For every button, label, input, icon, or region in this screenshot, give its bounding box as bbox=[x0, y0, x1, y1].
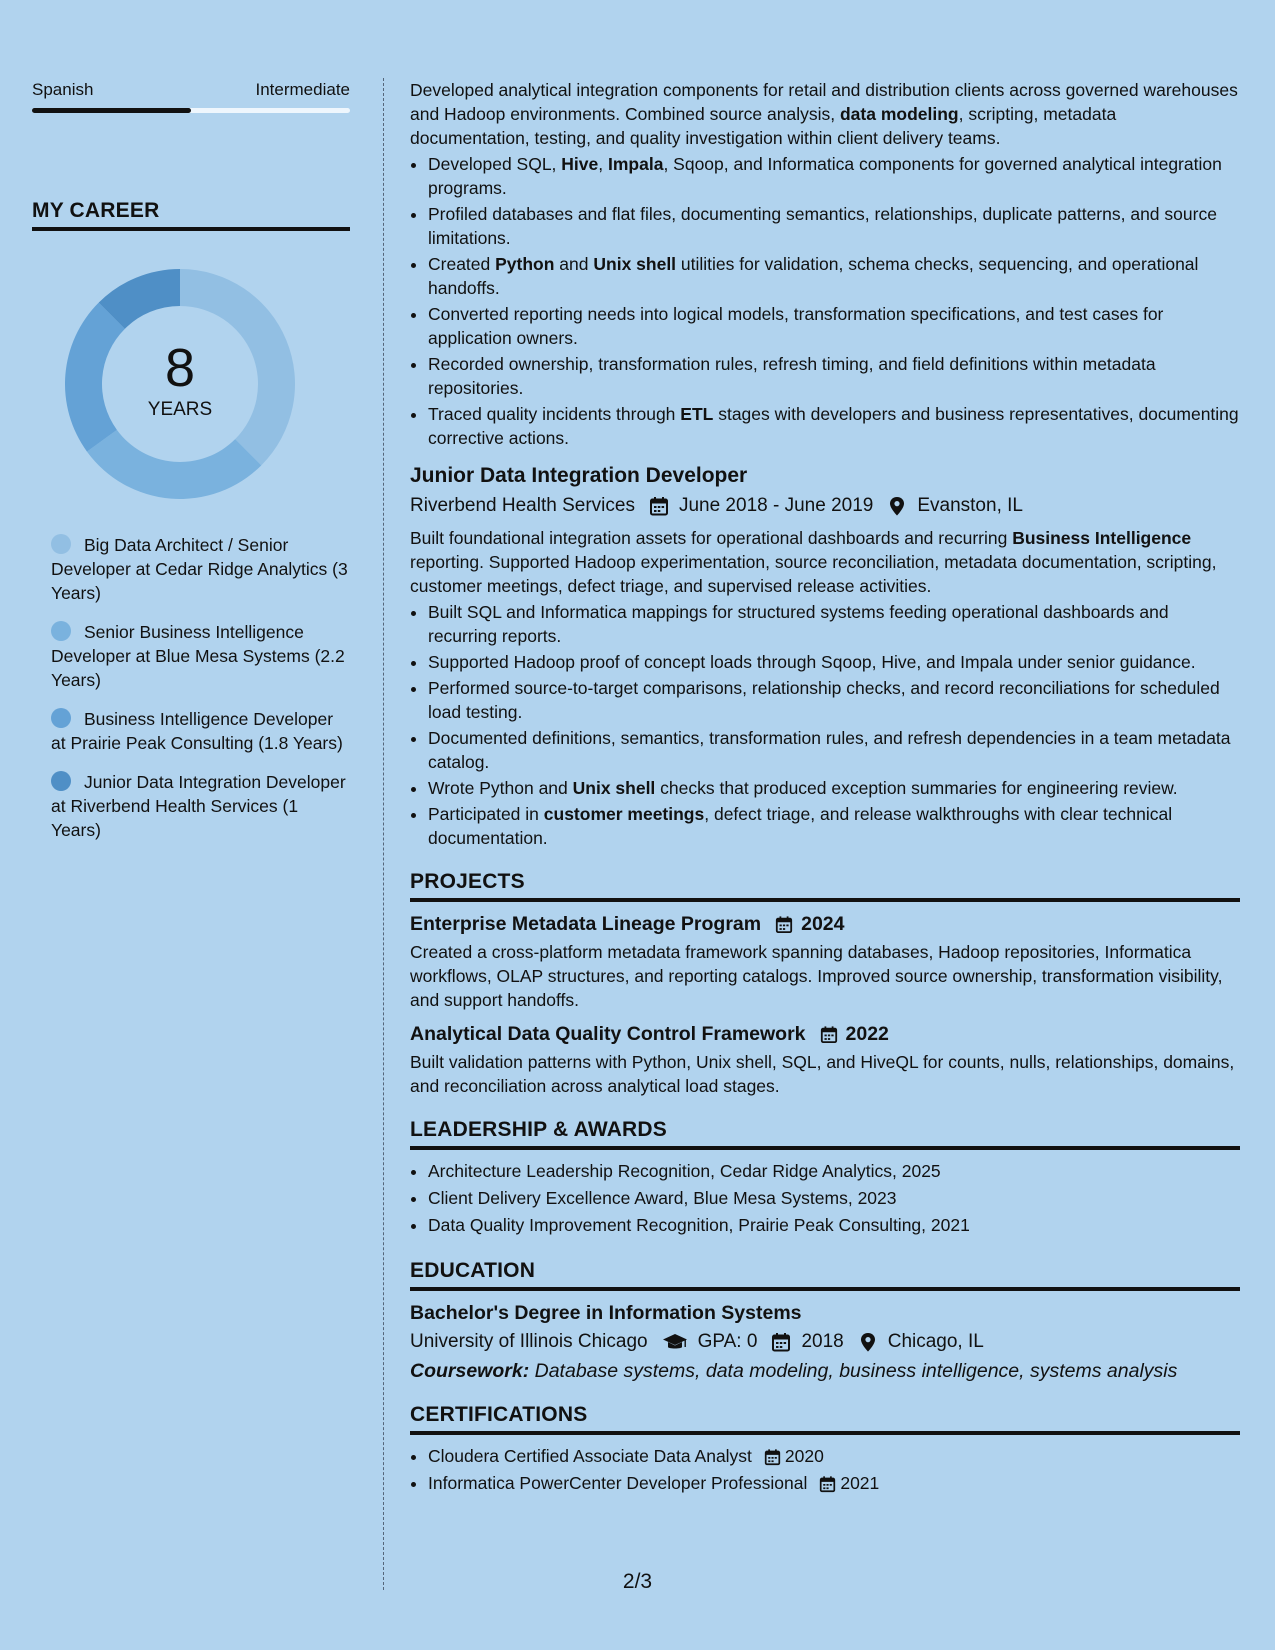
experience-bullet bbox=[428, 600, 1240, 648]
bullet-text: , bbox=[598, 154, 608, 174]
education-section bbox=[410, 1259, 1240, 1383]
career-legend-item bbox=[51, 707, 350, 755]
certifications-section-title: CERTIFICATIONS bbox=[410, 1403, 1240, 1435]
experience-bullet bbox=[428, 402, 1240, 450]
language-name: Spanish bbox=[32, 80, 94, 99]
experience-bullet bbox=[428, 352, 1240, 400]
calendar-icon bbox=[820, 1025, 838, 1044]
bullet-text: Traced quality incidents through bbox=[428, 404, 681, 424]
main-content bbox=[410, 78, 1240, 1497]
certification-year: 2021 bbox=[840, 1473, 880, 1493]
page-number: 2/3 bbox=[622, 1570, 653, 1593]
legend-dot-icon bbox=[51, 708, 71, 728]
bullet-text: Documented definitions, semantics, transformation rules, and refresh dependencies in a team metadata catalog. bbox=[428, 728, 1231, 772]
bullet-text: Profiled databases and flat files, documenting semantics, relationships, duplicate patterns, and source limitations. bbox=[428, 204, 1217, 248]
language-item bbox=[32, 80, 350, 113]
language-level-fill bbox=[32, 108, 191, 113]
awards-list bbox=[410, 1158, 1240, 1239]
project-name: Analytical Data Quality Control Framework bbox=[410, 1023, 806, 1045]
awards-section-title: LEADERSHIP & AWARDS bbox=[410, 1118, 1240, 1150]
bullet-text: Participated in bbox=[428, 804, 544, 824]
language-level: Intermediate bbox=[255, 80, 350, 99]
career-years-label: YEARS bbox=[147, 399, 213, 420]
location-pin-icon bbox=[887, 496, 907, 516]
awards-section bbox=[410, 1118, 1240, 1239]
coursework-text: Database systems, data modeling, business intelligence, systems analysis bbox=[534, 1360, 1178, 1382]
bullet-text: Converted reporting needs into logical models, transformation specifications, and test cases for application owners. bbox=[428, 304, 1164, 348]
certification-name: • Informatica PowerCenter Developer Professional bbox=[428, 1473, 808, 1493]
bullet-text: utilities for validation, schema checks, sequencing, and operational handoffs. bbox=[428, 254, 1199, 298]
bullet-text: Created bbox=[428, 254, 496, 274]
career-legend-text: Junior Data Integration Developer at Riverbend Health Services (1 Years) bbox=[51, 772, 346, 840]
experience-entry bbox=[410, 462, 1240, 850]
school-name: University of Illinois Chicago bbox=[410, 1331, 648, 1352]
projects-section bbox=[410, 870, 1240, 1098]
experience-bullet bbox=[428, 650, 1240, 674]
experience-bullet bbox=[428, 776, 1240, 800]
calendar-icon bbox=[771, 1332, 791, 1352]
certifications-list bbox=[410, 1443, 1240, 1497]
award-item: • Client Delivery Excellence Award, Blue Mesa Systems, 2023 bbox=[428, 1185, 1240, 1212]
column-divider bbox=[383, 78, 384, 1590]
bullet-text: Developed SQL, bbox=[428, 154, 562, 174]
project-name: Enterprise Metadata Lineage Program bbox=[410, 913, 762, 935]
bullet-text: and bbox=[554, 254, 594, 274]
bullet-bold-text: customer meetings bbox=[543, 804, 705, 824]
experience-bullet bbox=[428, 252, 1240, 300]
bullet-bold-text: ETL bbox=[680, 404, 714, 424]
bullet-text: Performed source-to-target comparisons, relationship checks, and record reconciliations for scheduled load testing. bbox=[428, 678, 1220, 722]
experience-summary bbox=[410, 78, 1240, 150]
experience-bullet bbox=[428, 302, 1240, 350]
location-pin-icon bbox=[858, 1332, 878, 1352]
job-dates: June 2018 - June 2019 bbox=[678, 495, 874, 516]
award-item: • Architecture Leadership Recognition, Cedar Ridge Analytics, 2025 bbox=[428, 1158, 1240, 1185]
career-legend-text: Senior Business Intelligence Developer at Blue Mesa Systems (2.2 Years) bbox=[51, 622, 345, 690]
experience-bullets bbox=[410, 152, 1240, 450]
coursework bbox=[410, 1360, 1240, 1383]
bullet-bold-text: Unix shell bbox=[593, 254, 677, 274]
summary-text: , scripting, metadata documentation, testing, and quality investigation within client delivery teams. bbox=[410, 104, 1117, 148]
certifications-section bbox=[410, 1403, 1240, 1497]
career-legend bbox=[32, 533, 350, 842]
bullet-text: Built SQL and Informatica mappings for structured systems feeding operational dashboards and recurring reports. bbox=[428, 602, 1169, 646]
coursework-label: Coursework: bbox=[410, 1360, 530, 1382]
summary-text: Developed analytical integration components for retail and distribution clients across governed warehouses and Hadoop environments. Combined source analysis, bbox=[410, 80, 1238, 124]
calendar-icon bbox=[775, 915, 793, 934]
experience-bullet bbox=[428, 726, 1240, 774]
bullet-text: Wrote Python and bbox=[428, 778, 573, 798]
legend-dot-icon bbox=[51, 621, 71, 641]
project-year: 2022 bbox=[845, 1023, 889, 1045]
experience-bullet bbox=[428, 676, 1240, 724]
education-meta bbox=[410, 1329, 1240, 1355]
sidebar bbox=[32, 80, 350, 857]
certification-item bbox=[428, 1470, 1240, 1497]
bullet-text: , Sqoop, and Informatica components for governed analytical integration programs. bbox=[428, 154, 1222, 198]
career-donut-chart bbox=[65, 269, 295, 499]
project-description: Created a cross-platform metadata framework spanning databases, Hadoop repositories, Informatica workflows, OLAP structures, and reporting catalogs. Improved source ownership, transformation visibility, and support handoffs. bbox=[410, 942, 1223, 1010]
school-location: Chicago, IL bbox=[887, 1331, 984, 1352]
degree-title: Bachelor's Degree in Information Systems bbox=[410, 1302, 802, 1324]
project-item bbox=[410, 1021, 1240, 1098]
company-name: Riverbend Health Services bbox=[410, 495, 635, 516]
bullet-bold-text: Hive bbox=[561, 154, 599, 174]
award-item: • Data Quality Improvement Recognition, Prairie Peak Consulting, 2021 bbox=[428, 1212, 1240, 1239]
experience-summary bbox=[410, 526, 1240, 598]
career-legend-item bbox=[51, 770, 350, 842]
calendar-icon bbox=[819, 1475, 836, 1493]
experience-bullets bbox=[410, 600, 1240, 850]
bullet-bold-text: Unix shell bbox=[572, 778, 656, 798]
career-legend-item bbox=[51, 620, 350, 692]
summary-text: Built foundational integration assets for operational dashboards and recurring bbox=[410, 528, 1013, 548]
bullet-text: checks that produced exception summaries for engineering review. bbox=[655, 778, 1178, 798]
certification-name: • Cloudera Certified Associate Data Analyst bbox=[428, 1446, 752, 1466]
job-location: Evanston, IL bbox=[917, 495, 1023, 516]
legend-dot-icon bbox=[51, 534, 71, 554]
career-legend-text: Big Data Architect / Senior Developer at Cedar Ridge Analytics (3 Years) bbox=[51, 535, 348, 603]
bullet-text: , defect triage, and release walkthroughs with clear technical documentation. bbox=[428, 804, 1173, 848]
career-section-title: MY CAREER bbox=[32, 199, 350, 231]
calendar-icon bbox=[764, 1448, 781, 1466]
summary-text: reporting. Supported Hadoop experimentation, source reconciliation, metadata documentation, scripting, customer meetings, defect triage, and supervised release activities. bbox=[410, 552, 1217, 596]
certification-item bbox=[428, 1443, 1240, 1470]
projects-section-title: PROJECTS bbox=[410, 870, 1240, 902]
certification-year: 2020 bbox=[784, 1446, 824, 1466]
education-section-title: EDUCATION bbox=[410, 1259, 1240, 1291]
language-level-bar bbox=[32, 108, 350, 113]
graduation-cap-icon bbox=[662, 1332, 688, 1352]
career-legend-text: Business Intelligence Developer at Prairie Peak Consulting (1.8 Years) bbox=[51, 709, 343, 753]
project-year: 2024 bbox=[801, 913, 845, 935]
experience-bullet bbox=[428, 802, 1240, 850]
experience-bullet bbox=[428, 202, 1240, 250]
bullet-bold-text: Impala bbox=[607, 154, 664, 174]
career-total-years: 8 bbox=[164, 338, 196, 398]
project-item bbox=[410, 911, 1240, 1012]
experience-entry bbox=[410, 78, 1240, 450]
summary-bold: Business Intelligence bbox=[1012, 528, 1192, 548]
gpa: GPA: 0 bbox=[697, 1331, 758, 1352]
job-meta bbox=[410, 493, 1240, 519]
career-legend-item bbox=[51, 533, 350, 605]
job-title: Junior Data Integration Developer bbox=[410, 464, 748, 487]
bullet-text: stages with developers and business representatives, documenting corrective actions. bbox=[428, 404, 1239, 448]
bullet-text: Recorded ownership, transformation rules, refresh timing, and field definitions within metadata repositories. bbox=[428, 354, 1156, 398]
summary-bold: data modeling bbox=[839, 104, 959, 124]
calendar-icon bbox=[649, 496, 669, 516]
experience-bullet bbox=[428, 152, 1240, 200]
bullet-text: Supported Hadoop proof of concept loads through Sqoop, Hive, and Impala under senior guidance. bbox=[428, 652, 1196, 672]
graduation-year: 2018 bbox=[801, 1331, 844, 1352]
bullet-bold-text: Python bbox=[495, 254, 555, 274]
legend-dot-icon bbox=[51, 771, 71, 791]
project-description: Built validation patterns with Python, Unix shell, SQL, and HiveQL for counts, nulls, relationships, domains, and reconciliation across analytical load stages. bbox=[410, 1052, 1235, 1096]
